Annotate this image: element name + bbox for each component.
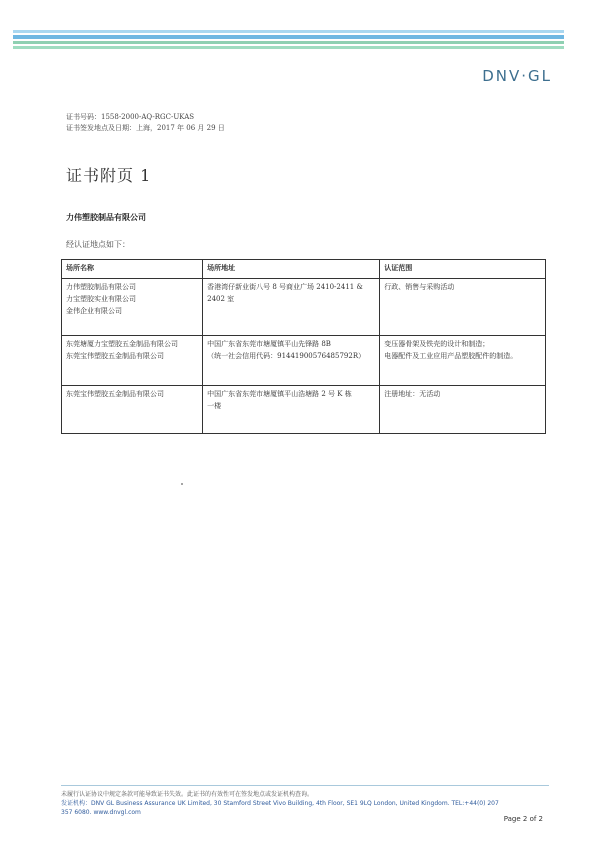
company-name: 力伟塑胶制品有限公司 xyxy=(66,212,146,222)
certificate-number: 证书号码：1558-2000-AQ-RGC-UKAS xyxy=(66,113,195,121)
site-name-cell xyxy=(62,386,203,434)
issue-place-date: 证书签发地点及日期：上海，2017 年 06 月 29 日 xyxy=(66,124,225,132)
header-site-name: 场所名称 xyxy=(62,260,203,279)
scope-cell xyxy=(380,386,546,434)
table-row xyxy=(62,279,546,336)
footer-issuer: 发证机构：DNV GL Business Assurance UK Limited, 30 Stamford Street Vivo Building, 4th Floor, SE1 9LQ London, United Kingdom. TEL:+44(0) 207 xyxy=(61,800,499,807)
site-address-cell xyxy=(203,386,380,434)
site-address-cell xyxy=(203,279,380,336)
site-address: 香港湾仔新业街八号 8 号商业广场 2410-2411 & xyxy=(207,283,363,291)
table-header-row xyxy=(62,260,546,279)
site-address: 一楼 xyxy=(207,402,222,410)
footer-notice: 未履行认证协议中规定条款可能导致证书失效。此证书的有效性可在签发地点或发证机构查询。 xyxy=(61,791,314,798)
sites-table xyxy=(61,259,546,434)
site-name: 力伟塑胶制品有限公司 xyxy=(66,283,136,291)
scope-cell xyxy=(380,336,546,386)
site-address: 2402 室 xyxy=(207,295,235,303)
footer xyxy=(61,790,545,817)
site-address-cell xyxy=(203,336,380,386)
certificate-meta xyxy=(66,112,225,134)
header-scope: 认证范围 xyxy=(380,260,546,279)
header-stripes xyxy=(13,30,564,51)
site-name-cell xyxy=(62,336,203,386)
site-address: （统一社会信用代码：91441900576485792R） xyxy=(207,352,366,360)
footer-contact: 357 6080. www.dnvgl.com xyxy=(61,809,141,816)
scope-cell xyxy=(380,279,546,336)
table-row xyxy=(62,386,546,434)
table-row xyxy=(62,336,546,386)
page-title: 证书附页 1 xyxy=(66,166,152,185)
site-address: 中国广东省东莞市塘厦镇平山先锋路 8B xyxy=(207,340,331,348)
site-name-cell xyxy=(62,279,203,336)
site-name: 东莞宝伟塑胶五金制品有限公司 xyxy=(66,352,164,360)
scope-text: 行政、销售与采购活动 xyxy=(384,283,455,291)
dnv-gl-logo: DNV·GL xyxy=(482,67,552,85)
site-address: 中国广东省东莞市塘厦镇平山浩塘路 2 号 K 栋 xyxy=(207,390,352,398)
header-site-address: 场所地址 xyxy=(203,260,380,279)
site-name: 金伟企业有限公司 xyxy=(66,307,122,315)
sites-intro: 经认证地点如下： xyxy=(66,240,130,249)
site-name: 东莞塘厦力宝塑胶五金制品有限公司 xyxy=(66,340,178,348)
site-name: 力宝塑胶实业有限公司 xyxy=(66,295,136,303)
scope-text: 电器配件及工业应用产品塑胶配件的制造。 xyxy=(384,352,518,360)
footer-divider xyxy=(61,785,549,786)
site-name: 东莞宝伟塑胶五金制品有限公司 xyxy=(66,390,164,398)
scan-speck xyxy=(181,483,183,485)
page-number: Page 2 of 2 xyxy=(503,815,543,823)
scope-text: 变压器骨架及铁壳的设计和制造； xyxy=(384,340,490,348)
scope-text: 注册地址：无活动 xyxy=(384,390,441,398)
